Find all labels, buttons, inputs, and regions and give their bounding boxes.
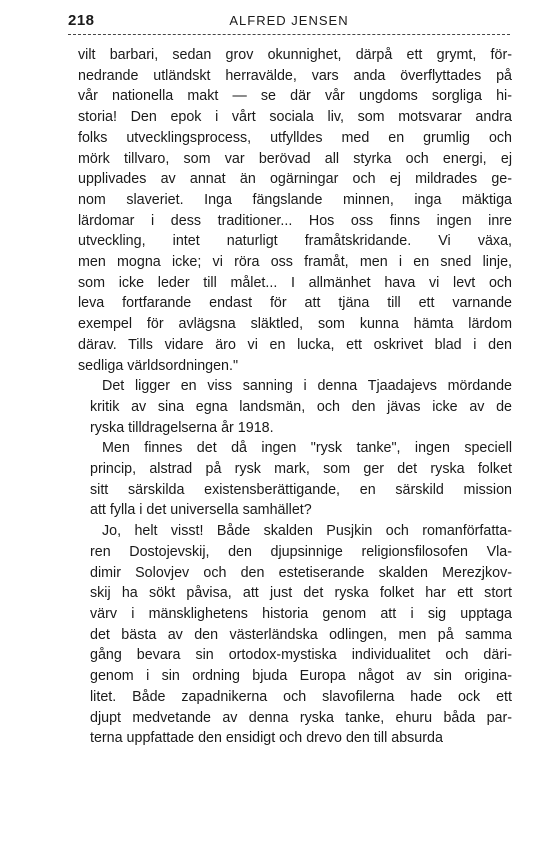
text-line: gång bevara sin ortodox-mystiska individualitet och däri- [90,647,512,664]
paragraph [78,438,512,521]
text-line: mörk tillvaro, som var berövad all styrka och energi, ej [78,150,512,167]
running-head: ALFRED JENSEN [229,13,349,28]
text-line: sedliga världsordningen." [78,357,239,374]
text-line: Jo, helt visst! Både skalden Pusjkin och romanförfatta- [102,523,512,540]
text-line: leva fortfarande endast för att tjäna till ett varnande [78,295,512,312]
page-header [68,12,510,40]
text-line: därav. Tills vidare äro vi en lucka, ett oskrivet blad i den [78,336,512,353]
text-line: som icke leder till målet... I allmänhet hava vi levt och [78,274,512,291]
text-line: lärdomar i dess traditioner... Hos oss finns ingen inre [78,212,512,229]
text-line: ryska tilldragelserna år 1918. [90,419,274,436]
text-line: vår nationella makt — se där vår ungdoms sorgliga hi- [78,88,512,105]
text-line: nom slaveriet. Inga fängslande minnen, inga mäktiga [78,191,512,208]
text-line: men mogna icke; vi röra oss framåt, men i en sned linje, [78,254,512,271]
text-line: kritik av sina egna landsmän, och den jävas icke av de [90,398,512,415]
text-line: genom i sin ordning bjuda Europa något av sin origina- [90,668,512,685]
text-line: att fylla i det universella samhället? [90,502,312,519]
text-line: exempel för avlägsna släktled, som kunna hämta lärdom [78,316,512,333]
page-number: 218 [68,12,95,29]
text-line: terna uppfattade den ensidigt och drevo den till absurda [90,730,443,747]
text-line: det bästa av den västerländska odlingen, men på samma [90,626,512,643]
text-line: upplivades av annat än ogärningar och ej mildrades ge- [78,171,512,188]
text-line: sitt särskilda existensberättigande, en särskild mission [90,481,512,498]
paragraph [78,521,512,749]
text-line: vilt barbari, sedan grov okunnighet, därpå ett grymt, för- [78,47,512,63]
text-line: skij ha sökt påvisa, att just det ryska folket har ett stort [90,585,512,602]
paragraph [78,376,512,438]
text-line: utveckling, intet naturligt framåtskridande. Vi växa, [78,233,512,250]
text-line: princip, alstrad på rysk mark, som ger det ryska folket [90,461,512,478]
text-line: värv i mänsklighetens historia genom att i sig upptaga [90,605,512,622]
body-text [78,45,512,749]
text-line: ren Dostojevskij, den djupsinnige religionsfilosofen Vla- [90,543,512,560]
text-line: Men finnes det då ingen "rysk tanke", ingen speciell [102,440,512,457]
text-line: folks utvecklingsprocess, utfylldes med en grumlig och [78,129,512,146]
text-line: litet. Både zapadnikerna och slavofilerna hade ock ett [90,688,512,705]
text-line: storia! Den epok i vårt sociala liv, som motsvarar andra [78,109,512,126]
header-rule [68,34,510,35]
text-line: Det ligger en viss sanning i denna Tjaadajevs mördande [102,378,512,395]
text-line: nedrande utländskt herravälde, vars anda överflyttades på [78,67,512,84]
text-line: dimir Solovjev och den estetiserande skalden Merezjkov- [90,564,512,581]
paragraph [78,45,512,376]
text-line: djupt medvetande av denna ryska tanke, ehuru båda par- [90,709,512,726]
